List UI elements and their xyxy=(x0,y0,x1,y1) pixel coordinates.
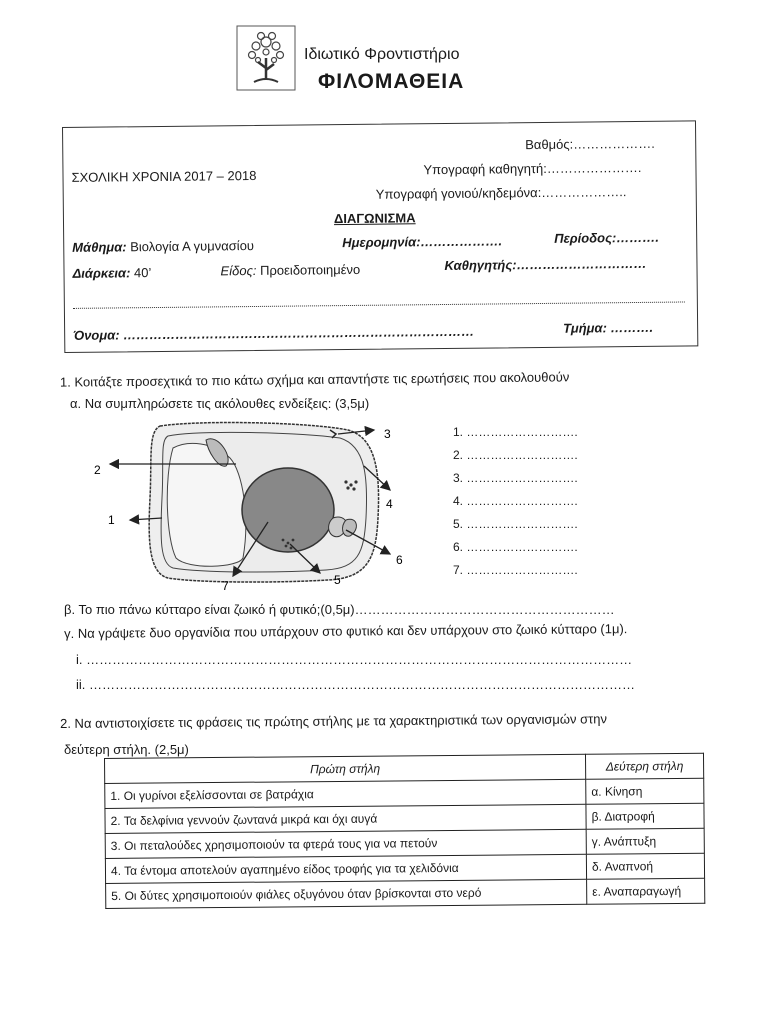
table-cell-left: 1. Οι γυρίνοι εξελίσσονται σε βατράχια xyxy=(105,779,586,808)
parent-signature-field: Υπογραφή γονιού/κηδεμόνα:……………….. xyxy=(375,184,627,202)
exam-type-value: Προειδοποιημένο xyxy=(256,261,361,278)
exam-type-field xyxy=(220,262,360,278)
diagram-label-5: 5 xyxy=(334,573,341,587)
column-header-second: Δεύτερη στήλη xyxy=(585,753,703,779)
question-2-text: 2. Να αντιστοιχίσετε τις φράσεις τις πρώτης στήλης με τα χαρακτηριστικά των οργανισμών στην xyxy=(60,711,608,731)
matching-table xyxy=(104,753,705,909)
answer-blank-7[interactable]: 7. ………………………. xyxy=(453,563,578,577)
logo-subtitle: Ιδιωτικό Φροντιστήριο xyxy=(304,46,460,63)
nucleus xyxy=(242,468,334,552)
question-1-text: 1. Κοιτάξτε προσεχτικά το πιο κάτω σχήμα και απαντήστε τις ερωτήσεις που ακολουθούν xyxy=(59,369,570,390)
subject-label: Μάθημα: xyxy=(72,239,127,255)
dotted-divider xyxy=(73,301,685,308)
grade-field: Βαθμός:………………. xyxy=(525,135,655,153)
table-cell-right: ε. Αναπαραγωγή xyxy=(587,878,705,904)
table-cell-left: 4. Τα έντομα αποτελούν αγαπημένο είδος τροφής για τα χελιδόνια xyxy=(105,854,586,883)
table-cell-left: 5. Οι δύτες χρησιμοποιούν φιάλες οξυγόνου όταν βρίσκονται στο νερό xyxy=(106,879,587,908)
teacher-signature-field: Υπογραφή καθηγητή:…………………. xyxy=(423,159,642,178)
question-1b-text: β. Το πιο πάνω κύτταρο είναι ζωικό ή φυτικό;(0,5μ)…………………………………………………… xyxy=(64,602,615,617)
table-cell-right: δ. Αναπνοή xyxy=(586,853,704,879)
period-field: Περίοδος:………. xyxy=(554,229,659,246)
logo-title: ΦΙΛΟΜΑΘΕΙΑ xyxy=(318,70,465,93)
question-1a-text: α. Να συμπληρώσετε τις ακόλουθες ενδείξεις: (3,5μ) xyxy=(70,396,370,411)
table-row xyxy=(106,878,705,908)
diagram-label-3: 3 xyxy=(384,427,391,441)
diagram-label-4: 4 xyxy=(386,497,393,511)
diagram-answer-list xyxy=(453,425,578,586)
answer-line-i[interactable]: i. ……………………………………………………………………………………………………………… xyxy=(76,652,633,667)
table-cell-left: 2. Τα δελφίνια γεννούν ζωντανά μικρά και όχι αυγά xyxy=(105,804,586,833)
diagram-label-6: 6 xyxy=(396,553,403,567)
tree-logo-icon xyxy=(236,24,298,92)
table-cell-right: α. Κίνηση xyxy=(586,778,704,804)
student-name-field: Όνομα: ……………………………………………………………………… xyxy=(73,323,475,343)
question-1c-text: γ. Να γράψετε δυο οργανίδια που υπάρχουν στο φυτικό και δεν υπάρχουν στο ζωικό κύτταρο (1μ). xyxy=(64,621,628,641)
diagram-label-7: 7 xyxy=(222,579,229,593)
teacher-field: Καθηγητής:………………………… xyxy=(444,255,647,274)
answer-blank-5[interactable]: 5. ………………………. xyxy=(453,517,578,531)
diagram-label-1: 1 xyxy=(108,513,115,527)
class-field: Τμήμα: ………. xyxy=(563,319,654,336)
duration-value: 40’ xyxy=(130,265,152,281)
subject-field xyxy=(72,238,254,255)
answer-blank-6[interactable]: 6. ………………………. xyxy=(453,540,578,554)
answer-blank-2[interactable]: 2. ………………………. xyxy=(453,448,578,462)
exam-header-box xyxy=(62,120,698,353)
column-header-first: Πρώτη στήλη xyxy=(105,754,586,783)
answer-blank-3[interactable]: 3. ………………………. xyxy=(453,471,578,485)
exam-title: ΔΙΑΓΩΝΙΣΜΑ xyxy=(333,210,416,227)
subject-value: Βιολογία Α γυμνασίου xyxy=(126,237,255,255)
animal-plant-cell-diagram xyxy=(78,418,418,593)
diagram-label-2: 2 xyxy=(94,463,101,477)
answer-blank-1[interactable]: 1. ………………………. xyxy=(453,425,578,439)
answer-blank-4[interactable]: 4. ………………………. xyxy=(453,494,578,508)
table-cell-left: 3. Οι πεταλούδες χρησιμοποιούν τα φτερά τους για να πετούν xyxy=(105,829,586,858)
exam-type-label: Είδος: xyxy=(220,262,257,279)
duration-label: Διάρκεια: xyxy=(72,265,131,281)
school-logo xyxy=(236,24,526,96)
question-2-text-line2: δεύτερη στήλη. (2,5μ) xyxy=(64,742,189,757)
date-field: Ημερομηνία:………………. xyxy=(342,233,503,251)
answer-line-ii[interactable]: ii. ……………………………………………………………………………………………………………… xyxy=(76,677,635,692)
table-cell-right: β. Διατροφή xyxy=(586,803,704,829)
table-cell-right: γ. Ανάπτυξη xyxy=(586,828,704,854)
school-year: ΣΧΟΛΙΚΗ ΧΡΟΝΙΑ 2017 – 2018 xyxy=(71,167,257,185)
duration-field xyxy=(72,265,151,281)
